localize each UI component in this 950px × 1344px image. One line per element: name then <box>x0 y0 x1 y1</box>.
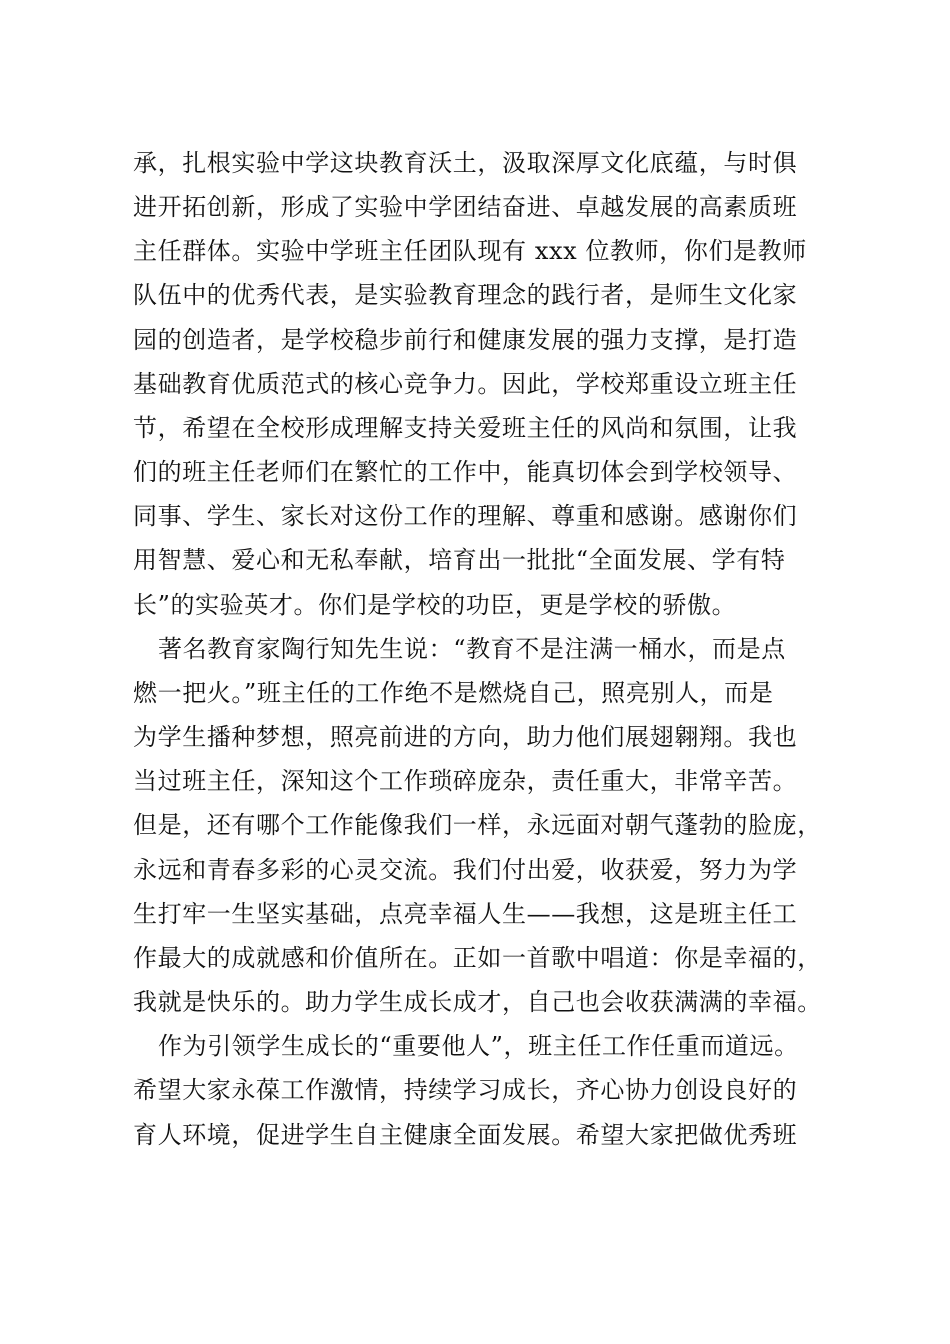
text-line: 我就是快乐的。助力学生成长成才，自己也会收获满满的幸福。 <box>133 988 822 1016</box>
text-line: 育人环境，促进学生自主健康全面发展。希望大家把做优秀班 <box>133 1121 798 1149</box>
paragraph-start-line: 著名教育家陶行知先生说：“教育不是注满一桶水，而是点 <box>158 635 786 663</box>
text-line: 进开拓创新，形成了实验中学团结奋进、卓越发展的高素质班 <box>133 193 798 221</box>
text-line: 基础教育优质范式的核心竞争力。因此，学校郑重设立班主任 <box>133 370 798 398</box>
text-line: 们的班主任老师们在繁忙的工作中，能真切体会到学校领导、 <box>133 458 798 486</box>
text-line: 当过班主任，深知这个工作琐碎庞杂，责任重大，非常辛苦。 <box>133 767 798 795</box>
text-line: 主任群体。实验中学班主任团队现有 xxx 位教师，你们是教师 <box>133 237 807 265</box>
text-line: 永远和青春多彩的心灵交流。我们付出爱，收获爱，努力为学 <box>133 856 798 884</box>
text-line: 承，扎根实验中学这块教育沃土，汲取深厚文化底蕴，与时俱 <box>133 149 798 177</box>
text-line: 作最大的成就感和价值所在。正如一首歌中唱道：你是幸福的， <box>133 944 822 972</box>
text-line: 为学生播种梦想，照亮前进的方向，助力他们展翅翱翔。我也 <box>133 723 798 751</box>
text-line: 节，希望在全校形成理解支持关爱班主任的风尚和氛围，让我 <box>133 414 798 442</box>
text-line: 同事、学生、家长对这份工作的理解、尊重和感谢。感谢你们 <box>133 502 798 530</box>
text-line: 但是，还有哪个工作能像我们一样，永远面对朝气蓬勃的脸庞， <box>133 811 822 839</box>
text-line: 用智慧、爱心和无私奉献，培育出一批批“全面发展、学有特 <box>133 546 786 574</box>
text-line: 队伍中的优秀代表，是实验教育理念的践行者，是师生文化家 <box>133 281 798 309</box>
text-line: 希望大家永葆工作激情，持续学习成长，齐心协力创设良好的 <box>133 1076 798 1104</box>
paragraph-start-line: 作为引领学生成长的“重要他人”，班主任工作任重而道远。 <box>158 1032 799 1060</box>
text-line: 生打牢一生坚实基础，点亮幸福人生——我想，这是班主任工 <box>133 900 798 928</box>
text-line: 燃一把火。”班主任的工作绝不是燃烧自己，照亮别人，而是 <box>133 679 774 707</box>
text-line: 园的创造者，是学校稳步前行和健康发展的强力支撑，是打造 <box>133 326 798 354</box>
text-line: 长”的实验英才。你们是学校的功臣，更是学校的骄傲。 <box>133 591 737 619</box>
